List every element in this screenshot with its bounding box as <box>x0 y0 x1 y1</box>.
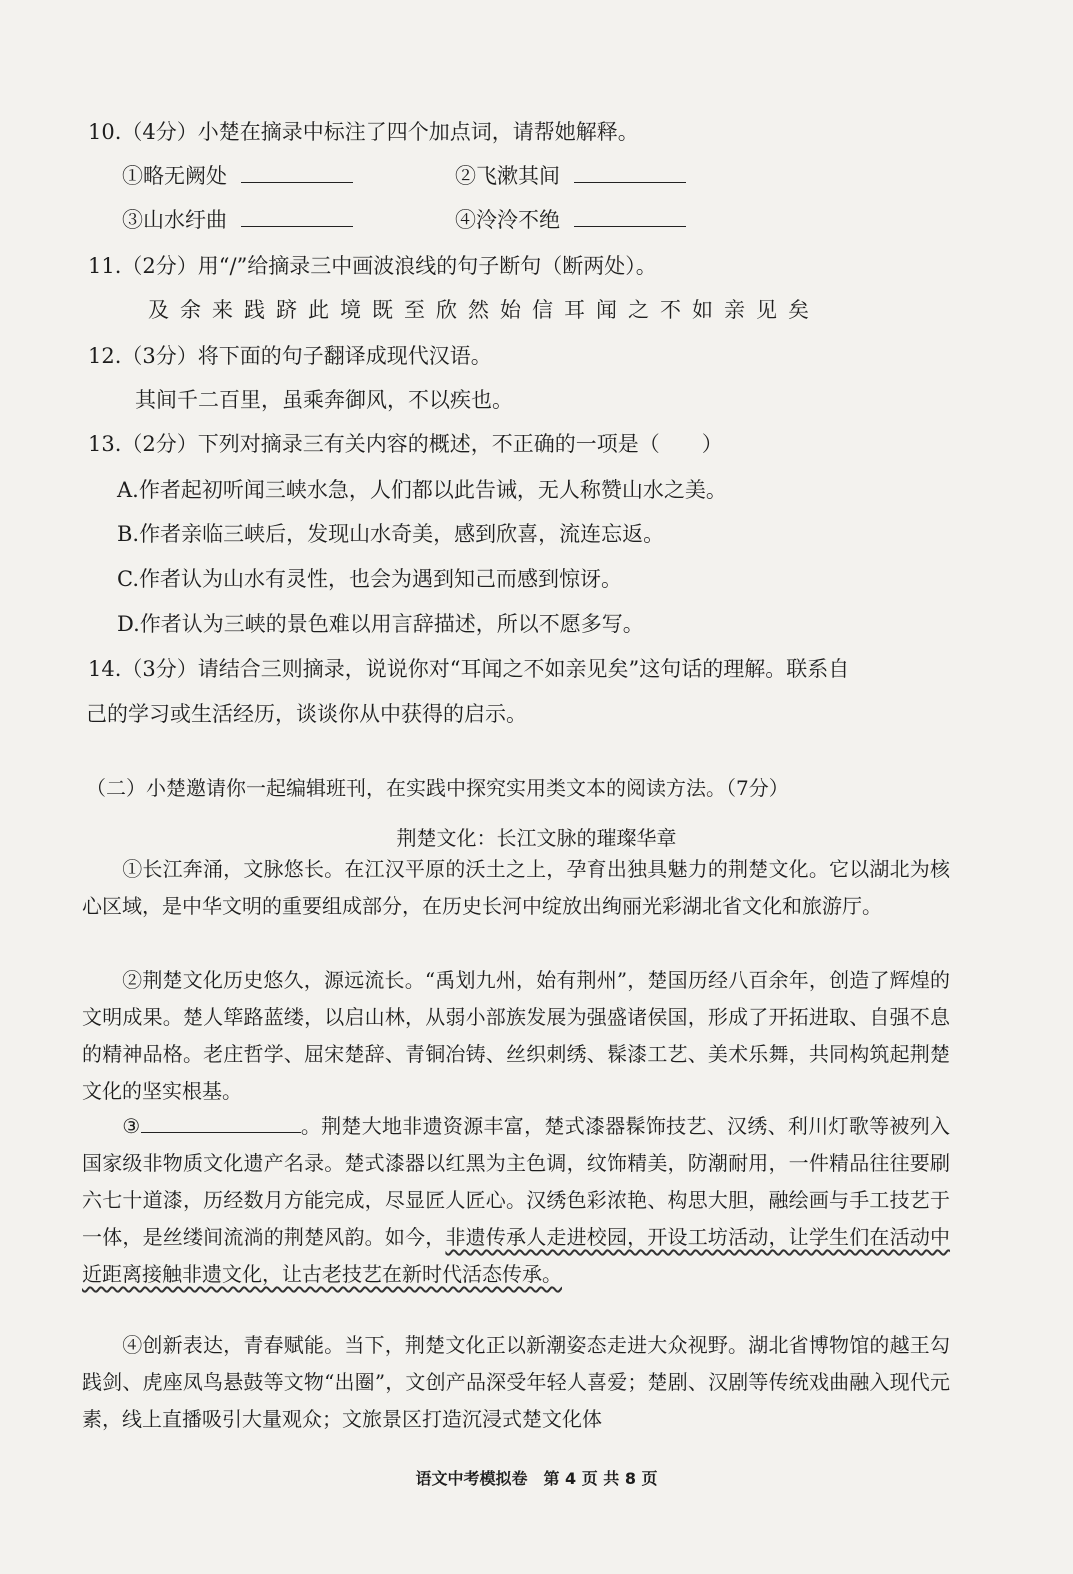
q10-item-1: ①略无阙处 <box>122 162 353 190</box>
wavy-underlined-sentence: 非遗传承人走进校园，开设工坊活动，让学生们在活动中近距离接触非遗文化，让古老技艺在新时代活态传承。 <box>82 1225 951 1286</box>
q13-option-a: A.作者起初听闻三峡水急，人们都以此告诫，无人称赞山水之美。 <box>117 478 727 502</box>
paragraph-3: ③ 。荆楚大地非遗资源丰富，楚式漆器髹饰技艺、汉绣、利川灯歌等被列入国家级非物质文化遗产名录。楚式漆器以红黑为主色调，纹饰精美，防潮耐用，一件精品往往要刷六七十道漆，历经数月方能完成，尽显匠人匠心。汉绣色彩浓艳、构思大胆，融绘画与手工技艺于一体，是丝缕间流淌的荆楚风韵。如今，非遗传承人走进校园，开设工坊活动，让学生们在活动中近距离接触非遗文化，让古老技艺在新时代活态传承。 <box>82 1114 951 1286</box>
article-title: 荆楚文化：长江文脉的璀璨华章 <box>396 826 677 850</box>
page-footer: 语文中考模拟卷 第 4 页 共 8 页 <box>415 1469 658 1488</box>
q13-option-c: C.作者认为山水有灵性，也会为遇到知己而感到惊讶。 <box>117 567 622 591</box>
q13-option-b: B.作者亲临三峡后，发现山水奇美，感到欣喜，流连忘返。 <box>117 522 665 546</box>
answer-blank[interactable] <box>574 206 686 227</box>
q13-option-d: D.作者认为三峡的景色难以用言辞描述，所以不愿多写。 <box>117 612 644 636</box>
paragraph-4: ④创新表达，青春赋能。当下，荆楚文化正以新潮姿态走进大众视野。湖北省博物馆的越王勾践剑、虎座凤鸟悬鼓等文物“出圈”，文创产品深受年轻人喜爱；楚剧、汉剧等传统戏曲融入现代元素，线上直播吸引大量观众；文旅景区打造沉浸式楚文化体 <box>82 1333 950 1431</box>
paragraph-1: ①长江奔涌，文脉悠长。在江汉平原的沃土之上，孕育出独具魅力的荆楚文化。它以湖北为核心区域，是中华文明的重要组成部分，在历史长河中绽放出绚丽光彩湖北省文化和旅游厅。 <box>82 857 950 918</box>
q14-stem-line2: 己的学习或生活经历，谈谈你从中获得的启示。 <box>86 702 527 726</box>
q10-item-3: ③山水纡曲 <box>122 206 353 234</box>
q10-item-4: ④泠泠不绝 <box>455 206 686 234</box>
paragraph-2: ②荆楚文化历史悠久，源远流长。“禹划九州，始有荆州”，楚国历经八百余年，创造了辉煌的文明成果。楚人筚路蓝缕，以启山林，从弱小部族发展为强盛诸侯国，形成了开拓进取、自强不息的精神品格。老庄哲学、屈宋楚辞、青铜冶铸、丝织刺绣、髹漆工艺、美术乐舞，共同构筑起荆楚文化的坚实根基。 <box>82 968 950 1103</box>
fill-in-blank[interactable] <box>141 1114 301 1133</box>
section-heading: （二）小楚邀请你一起编辑班刊，在实践中探究实用类文本的阅读方法。（7分） <box>86 776 789 800</box>
q11-sentence: 及余来践跻此境既至欣然始信耳闻之不如亲见矣 <box>148 298 820 322</box>
q10-item-2: ②飞漱其间 <box>455 162 686 190</box>
q10-stem: 10.（4分）小楚在摘录中标注了四个加点词，请帮她解释。 <box>88 120 639 144</box>
q12-stem: 12.（3分）将下面的句子翻译成现代汉语。 <box>88 344 492 368</box>
q14-stem-line1: 14.（3分）请结合三则摘录，说说你对“耳闻之不如亲见矣”这句话的理解。联系自 <box>88 657 850 681</box>
answer-blank[interactable] <box>241 206 353 227</box>
q12-sentence: 其间千二百里，虽乘奔御风，不以疾也。 <box>135 388 513 412</box>
answer-blank[interactable] <box>241 162 353 183</box>
q11-stem: 11.（2分）用“/”给摘录三中画波浪线的句子断句（断两处）。 <box>88 254 657 278</box>
answer-blank[interactable] <box>574 162 686 183</box>
q13-stem: 13.（2分）下列对摘录三有关内容的概述，不正确的一项是（ ） <box>88 432 723 456</box>
